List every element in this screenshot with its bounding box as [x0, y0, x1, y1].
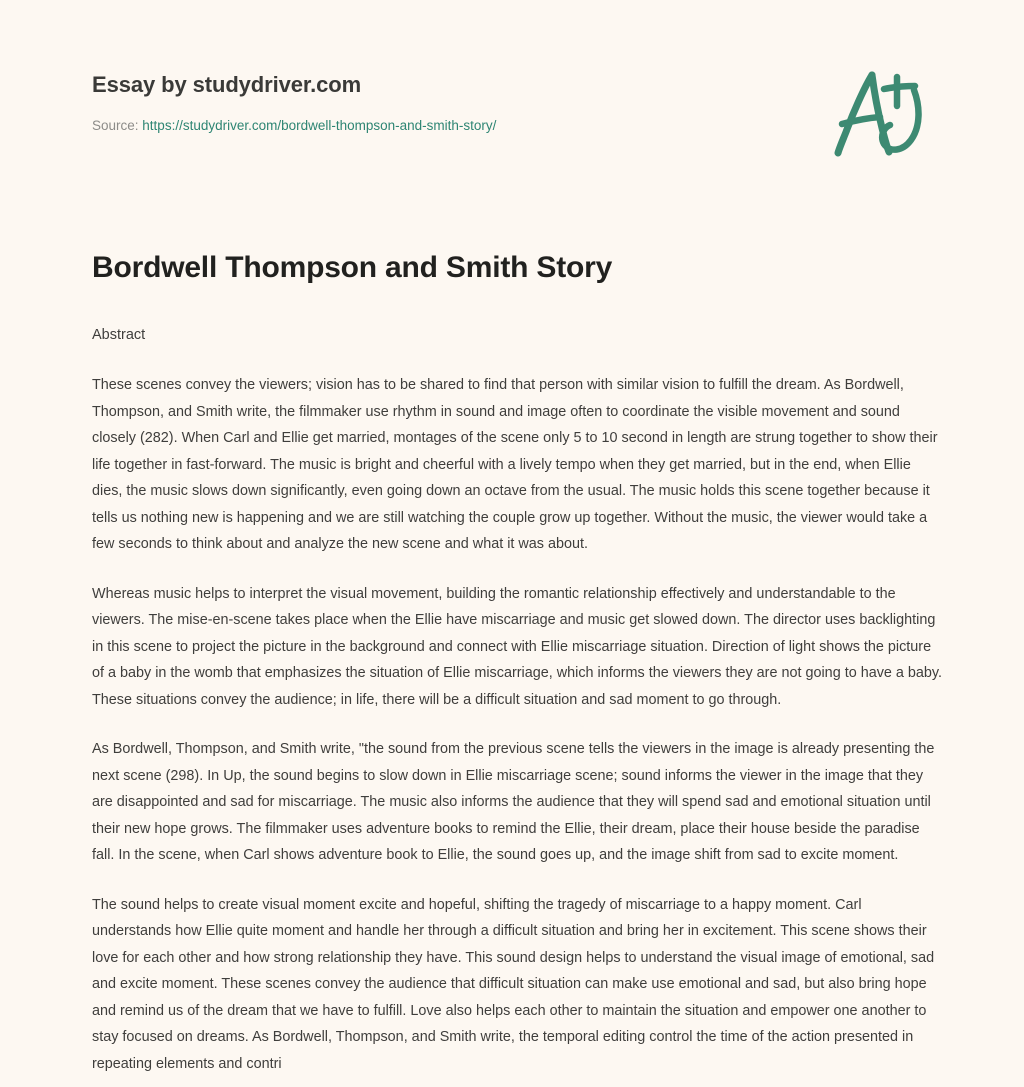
article [92, 248, 944, 1077]
abstract-label: Abstract [92, 327, 146, 343]
paragraph: These scenes convey the viewers; vision has to be shared to find that person with similar vision to fulfill the dream. As Bordwell, Thompson, and Smith write, the filmmaker use rhythm in sound and image often to coordinate the visible movement and sound closely (282). When Carl and Ellie get married, montages of the scene only 5 to 10 second in length are strung together to show their life together in fast-forward. The music is bright and cheerful with a lively tempo when they get married, but in the end, when Ellie dies, the music slows down significantly, even going down an octave from the usual. The music holds this scene together because it tells us nothing new is happening and we are still watching the couple grow up together. Without the music, the viewer would take a few seconds to think about and analyze the new scene and what it was about. [92, 377, 938, 552]
paragraph: As Bordwell, Thompson, and Smith write, "the sound from the previous scene tells the viewers in the image is already presenting the next scene (298). In Up, the sound begins to slow down in Ellie miscarriage scene; sound informs the viewer in the image that they are disappointed and sad for miscarriage. The music also informs the audience that they will spend sad and emotional situation until their new hope grows. The filmmaker uses adventure books to remind the Ellie, their dream, place their house beside the paradise fall. In the scene, when Carl shows adventure book to Ellie, the sound goes up, and the image shift from sad to excite moment. [92, 741, 935, 863]
body-copy [92, 372, 944, 1077]
brand-title: Essay by studydriver.com [92, 72, 362, 97]
a-plus-logo-icon [826, 58, 936, 168]
source-url-link[interactable]: https://studydriver.com/bordwell-thompson-and-smith-story/ [142, 118, 497, 133]
page-header [0, 0, 1024, 200]
paragraph: The sound helps to create visual moment excite and hopeful, shifting the tragedy of miscarriage to a happy moment. Carl understands how Ellie quite moment and handle her through a difficult situation and bring her in excitement. This scene shows their love for each other and how strong relationship they have. This sound design helps to understand the visual image of emotional, sad and excite moment. These scenes convey the audience that difficult situation can make use emotional and sad, but also bring hope and remind us of the dream that we have to fulfill. Love also helps each other to maintain the situation and empower one another to stay focused on dreams. As Bordwell, Thompson, and Smith write, the temporal editing control the time of the action presented in repeating elements and contri [92, 896, 935, 1072]
paragraph: Whereas music helps to interpret the visual movement, building the romantic relationship effectively and understandable to the viewers. The mise-en-scene takes place when the Ellie have miscarriage and music get slowed down. The director uses backlighting in this scene to project the picture in the background and connect with Ellie miscarriage situation. Direction of light shows the picture of a baby in the womb that emphasizes the situation of Ellie miscarriage, which informs the viewers they are not going to have a baby. These situations convey the audience; in life, there will be a difficult situation and sad moment to go through. [92, 585, 943, 708]
source-label: Source: [92, 118, 139, 133]
page-title: Bordwell Thompson and Smith Story [92, 251, 613, 284]
brand-block [92, 70, 792, 135]
source-line [92, 117, 792, 135]
